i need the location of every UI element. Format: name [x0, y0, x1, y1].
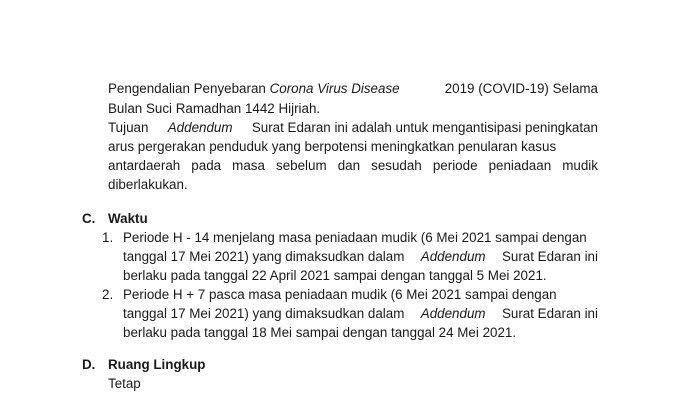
intro-line-1: [108, 80, 598, 98]
list-number: 1.: [102, 230, 114, 245]
list-item-2-line-3: berlaku pada tanggal 18 Mei sampai dengan tanggal 24 Mei 2021.: [123, 325, 517, 340]
list-text: Addendum: [420, 249, 486, 264]
list-item-1-line-2: [123, 248, 598, 266]
intro-text: Pengendalian Penyebaran Corona Virus Disease: [108, 81, 400, 96]
word: periode: [432, 158, 478, 173]
section-c-letter: C.: [82, 211, 96, 226]
list-text: tanggal 17 Mei 2021) yang dimaksudkan dalam: [123, 306, 405, 321]
intro-line-6: diberlakukan.: [108, 177, 188, 192]
word: peniadaan: [488, 158, 552, 173]
section-d-letter: D.: [82, 357, 96, 372]
intro-line-4: arus pergerakan penduduk yang berpotensi meningkatkan penularan kasus: [108, 139, 557, 154]
list-number: 2.: [102, 287, 114, 302]
list-item-1-line-3: berlaku pada tanggal 22 April 2021 sampai dengan tanggal 5 Mei 2021.: [123, 268, 547, 283]
intro-text: Tujuan: [108, 120, 149, 135]
intro-line-5: [108, 157, 598, 175]
list-text: Surat Edaran ini: [501, 249, 598, 264]
word: antardaerah: [108, 158, 181, 173]
section-c-title: Waktu: [108, 211, 148, 226]
intro-line-3: [108, 119, 598, 137]
section-d-title: Ruang Lingkup: [108, 357, 206, 372]
word: dan: [337, 158, 361, 173]
intro-line-2: Bulan Suci Ramadhan 1442 Hijriah.: [108, 101, 321, 116]
list-text: Surat Edaran ini: [501, 306, 598, 321]
intro-text: Surat Edaran ini adalah untuk mengantisipasi peningkatan: [251, 120, 598, 135]
word: mudik: [562, 158, 598, 173]
intro-text: Addendum: [167, 120, 233, 135]
word: sesudah: [371, 158, 422, 173]
list-item-2-line-1: Periode H + 7 pasca masa peniadaan mudik (6 Mei 2021 sampai dengan: [123, 287, 557, 302]
word: masa: [232, 158, 265, 173]
word: pada: [191, 158, 222, 173]
list-item-1-line-1: Periode H - 14 menjelang masa peniadaan mudik (6 Mei 2021 sampai dengan: [123, 230, 587, 245]
list-item-2-line-2: [123, 305, 598, 323]
intro-text: 2019 (COVID-19) Selama: [444, 81, 598, 96]
word: sebelum: [276, 158, 327, 173]
list-text: tanggal 17 Mei 2021) yang dimaksudkan dalam: [123, 249, 405, 264]
section-d-body: Tetap: [108, 376, 141, 391]
list-text: Addendum: [420, 306, 486, 321]
